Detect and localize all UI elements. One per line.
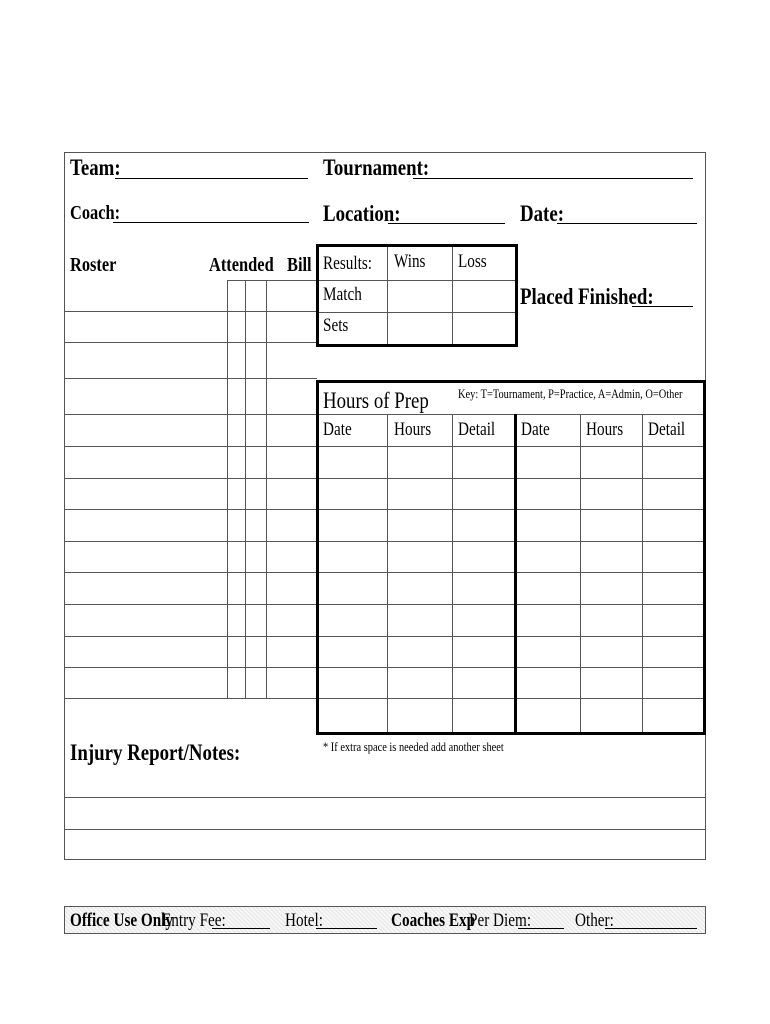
prep-col-detail-2: Detail (648, 419, 686, 440)
results-row-line (319, 280, 515, 281)
per-diem-field[interactable] (518, 928, 564, 929)
roster-top-line (227, 280, 317, 281)
office-use-title: Office Use Only (70, 910, 174, 931)
attended-column-left (227, 280, 228, 698)
roster-row-line (65, 698, 317, 699)
prep-row-line (319, 478, 703, 479)
prep-col-line (387, 414, 388, 732)
roster-row-line (65, 446, 317, 447)
attended-header: Attended (209, 254, 274, 276)
notes-line[interactable] (65, 829, 705, 830)
prep-key: Key: T=Tournament, P=Practice, A=Admin, O=Other (458, 386, 683, 401)
tournament-label: Tournament: (323, 155, 430, 180)
roster-title: Roster (70, 254, 117, 276)
loss-header: Loss (458, 251, 487, 272)
entry-fee-label: Entry Fee: (162, 910, 226, 931)
attended-column-right (245, 280, 246, 698)
roster-row-line (65, 604, 317, 605)
prep-header-line (319, 414, 703, 415)
injury-notes-label: Injury Report/Notes: (70, 740, 241, 765)
prep-col-detail: Detail (458, 419, 496, 440)
prep-row-line (319, 572, 703, 573)
hotel-label: Hotel: (285, 910, 323, 931)
date-field[interactable] (557, 223, 697, 224)
wins-header: Wins (394, 251, 426, 272)
roster-row-line (65, 311, 317, 312)
prep-col-line (580, 414, 581, 732)
coach-field[interactable] (113, 222, 309, 223)
prep-col-hours-2: Hours (586, 419, 624, 440)
prep-divider (514, 414, 517, 732)
sets-label: Sets (323, 315, 349, 336)
prep-row-line (319, 636, 703, 637)
roster-row-line (65, 572, 317, 573)
team-field[interactable] (115, 178, 308, 179)
roster-row-line (65, 509, 317, 510)
prep-row-line (319, 541, 703, 542)
tournament-field[interactable] (413, 178, 693, 179)
roster-row-line (65, 342, 317, 343)
prep-col-hours: Hours (394, 419, 432, 440)
date-label: Date: (520, 201, 564, 226)
prep-col-date: Date (323, 419, 352, 440)
hotel-field[interactable] (316, 928, 377, 929)
roster-row-line (65, 667, 317, 668)
results-row-line (319, 312, 515, 313)
prep-col-line (642, 414, 643, 732)
entry-fee-field[interactable] (212, 928, 270, 929)
team-label: Team: (70, 155, 121, 180)
placed-finished-label: Placed Finished: (520, 284, 654, 309)
coach-label: Coach: (70, 202, 121, 224)
bill-header: Bill (287, 254, 312, 276)
other-label: Other: (575, 910, 614, 931)
prep-row-line (319, 698, 703, 699)
roster-row-line (65, 478, 317, 479)
results-label: Results: (323, 253, 372, 274)
per-diem-label: Per Diem: (469, 910, 532, 931)
results-col-line (387, 247, 388, 344)
bill-column-left (266, 280, 267, 698)
prep-col-date-2: Date (521, 419, 550, 440)
coaches-exp-label: Coaches Exp (391, 910, 476, 931)
results-col-line (452, 247, 453, 344)
location-label: Location: (323, 201, 401, 226)
other-field[interactable] (605, 928, 697, 929)
prep-row-line (319, 667, 703, 668)
prep-col-line (452, 414, 453, 732)
roster-row-line (65, 414, 317, 415)
roster-row-line (65, 541, 317, 542)
placed-finished-field[interactable] (632, 306, 693, 307)
notes-line[interactable] (65, 797, 705, 798)
prep-row-line (319, 446, 703, 447)
prep-row-line (319, 509, 703, 510)
location-field[interactable] (388, 223, 505, 224)
extra-space-note: * If extra space is needed add another sheet (323, 739, 504, 754)
prep-row-line (319, 604, 703, 605)
match-label: Match (323, 284, 362, 305)
hours-of-prep-title: Hours of Prep (323, 388, 429, 413)
roster-row-line (65, 636, 317, 637)
roster-row-line (65, 378, 317, 379)
